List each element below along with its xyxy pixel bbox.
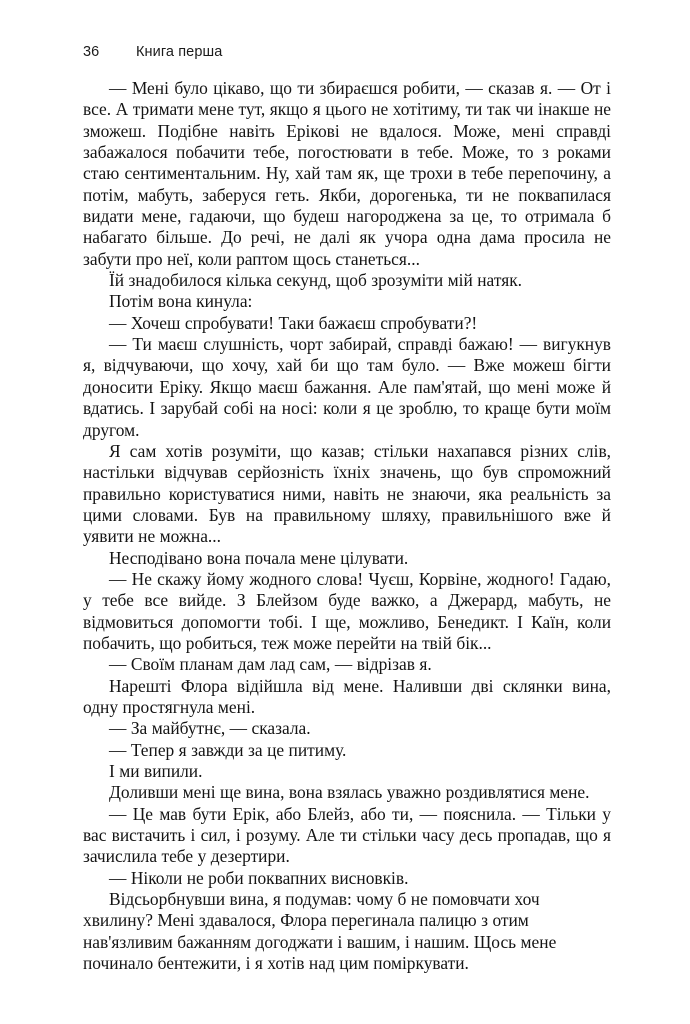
paragraph: — Ти маєш слушність, чорт забирай, справді бажаю! — вигукнув я, відчуваючи, що хочу, хай би що там було. — Вже можеш бігти доносити Еріку. Якщо маєш бажання. Але пам'ятай, що мені може й вдатись. І зарубай собі на носі: коли я це зроблю, то краще бути моїм другом. (83, 334, 611, 440)
running-title: Книга перша (136, 44, 223, 60)
paragraph: Доливши мені ще вина, вона взялась уважно роздивлятися мене. (109, 782, 590, 803)
paragraph: Я сам хотів розуміти, що казав; стільки нахапався різних слів, настільки відчував серйозність їхніх значень, що був спроможний правильно користуватися ними, навіть не знаючи, яка реальність за цими словами. Був на правильному шляху, правильнішого вже й уявити не можна... (83, 440, 611, 547)
paragraph: — Ніколи не роби поквапних висновків. (109, 867, 409, 888)
page-number: 36 (83, 44, 100, 60)
paragraph: — Хочеш спробувати! Таки бажаєш спробувати?! (109, 312, 478, 333)
paragraph: — Своїм планам дам лад сам, — відрізав я. (109, 654, 432, 675)
paragraph: І ми випили. (109, 761, 203, 781)
paragraph: — Це мав бути Ерік, або Блейз, або ти, — пояснила. — Тільки у вас вистачить і сил, і розуму. Але ти стільки часу десь пропадав, що я зачислила тебе у дезертири. (83, 803, 611, 867)
paragraph: — Мені було цікаво, що ти збираєшся робити, — сказав я. — От і все. А тримати мене тут, якщо я цього не хотітиму, ти так чи інакше не зможеш. Подібне навіть Еріковi не вдалося. Може, мені справді забажалося побачити тебе, погостювати в тебе. Може, то з роками стаю сентиментальним. Ну, хай там як, ще трохи в тебе перепочину, а потім, мабуть, заберуся геть. Якби, дорогенька, ти не поквапилася видати мене, гадаючи, що будеш нагороджена за це, то отримала б набагато більше. До речі, не далі як учора одна дама просила не забути про неї, коли раптом щось станеться... (83, 78, 611, 269)
paragraph: — Не скажу йому жодного слова! Чуєш, Корвіне, жодного! Гадаю, у тебе все вийде. З Блейзом буде важко, а Джерард, мабуть, не відмовиться допомогти тобі. І ще, можливо, Бенедикт. І Каїн, коли побачить, що робиться, теж може перейти на твій бік... (83, 568, 611, 653)
paragraph: Їй знадобилося кілька секунд, щоб зрозуміти мій натяк. (109, 270, 522, 291)
paragraph: Несподівано вона почала мене цілувати. (109, 547, 409, 568)
running-head (83, 42, 611, 62)
body-text-block (83, 78, 611, 974)
paragraph: Нарешті Флора відійшла від мене. Наливши дві склянки вина, одну простягнула мені. (83, 675, 611, 717)
paragraph: Відсьорбнувши вина, я подумав: чому б не помовчати хоч хвилину? Мені здавалося, Флора перегинала палицю з отим нав'язливим бажанням догоджати і вашим, і нашим. Щось мене починало бентежити, і я хотів над цим поміркувати. (83, 889, 557, 974)
paragraph: — За майбутнє, — сказала. (109, 718, 311, 739)
paragraph: Потім вона кинула: (109, 291, 253, 312)
paragraph: — Тепер я завжди за це питиму. (109, 739, 347, 760)
